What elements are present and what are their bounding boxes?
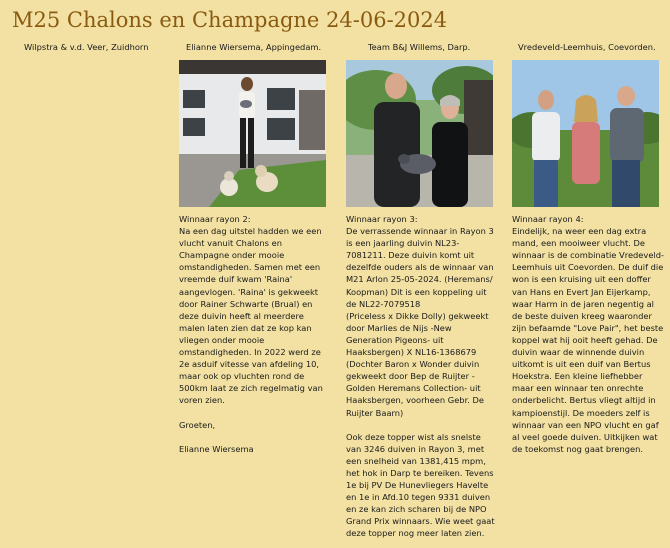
column-text-2: Winnaar rayon 2: Na een dag uitstel hadden we een vlucht vanuit Chalons en Champagne onder mooie omstandigheden. Samen met een vreemde duif kwam 'Raina' aangevlogen. 'Raina' is gekweekt door Rainer Schwarte (Brual) en deze duivin heeft al meerdere malen laten zien dat ze kop kan vliegen onder mooie omstandigheden. In 2022 werd ze 2e asduif vitesse van afdeling 10, maar ook op vluchten rond de 500km laat ze zich regelmatig van voren zien. Groeten, Elianne Wiersema [179, 214, 323, 454]
column-header-1: Wilpstra & v.d. Veer, Zuidhorn [24, 42, 149, 52]
column-text-3: Winnaar rayon 3: De verrassende winnaar in Rayon 3 is een jaarling duivin NL23-7081211. Deze duivin komt uit dezelfde ouders als de winnaar van M21 Arlon 25-05-2024. (Heremans/ Koopman) Dit is een koppeling uit de NL22-7079518 (Priceless x Dikke Dolly) gekweekt door Marlies de Nijs -New Generation Pigeons- uit Haaksbergen) X NL16-1368679 (Dochter Baron x Wonder duivin gekweekt door Bep de Ruijter - Golden Heremans Collection- uit Haaksbergen, voorheen Gebr. De Ruijter Baarn) Ook deze topper wist als snelste van 3246 duiven in Rayon 3, met een snelheid van 1381,415 mpm, het hok in Darp te bereiken. Tevens 1e bij PV De Hunevliegers Havelte en 1e in Afd.10 tegen 9331 duiven en ze kan zich scharen bij de NPO Grand Prix winnaars. Wie weet gaat deze topper nog meer laten zien. [346, 214, 495, 539]
photo-elianne-wiersema [179, 60, 326, 207]
page-title: M25 Chalons en Champagne 24-06-2024 [12, 8, 448, 32]
column-header-3: Team B&J Willems, Darp. [368, 42, 471, 52]
column-text-4: Winnaar rayon 4: Eindelijk, na weer een dag extra mand, een mooiweer vlucht. De winnaar is de combinatie Vredeveld-Leemhuis uit Coevorden. De duif die won is een kruising uit een doffer van Hans en Evert Jan Eijerkamp, waar Harm in de jaren negentig al de beste duiven kreeg waaronder zijn befaamde "Love Pair", het beste koppel wat hij ooit heeft gehad. De duivin waar de winnende duivin uitkomt is uit een duif van Bertus Hoekstra. Een kleine liefhebber maar een winnaar ten onrechte onderbelicht. Bertus vliegt altijd in kampioenstijl. De moeders zelf is winnaar van een NPO vlucht en gaf al veel goede duiven. Uitkijken wat de toekomst nog gaat brengen. [512, 214, 664, 454]
photo-team-bj-willems [346, 60, 493, 207]
column-header-4: Vredeveld-Leemhuis, Coevorden. [518, 42, 656, 52]
column-header-2: Elianne Wiersema, Appingedam. [186, 42, 322, 52]
photo-vredeveld-leemhuis [512, 60, 659, 207]
